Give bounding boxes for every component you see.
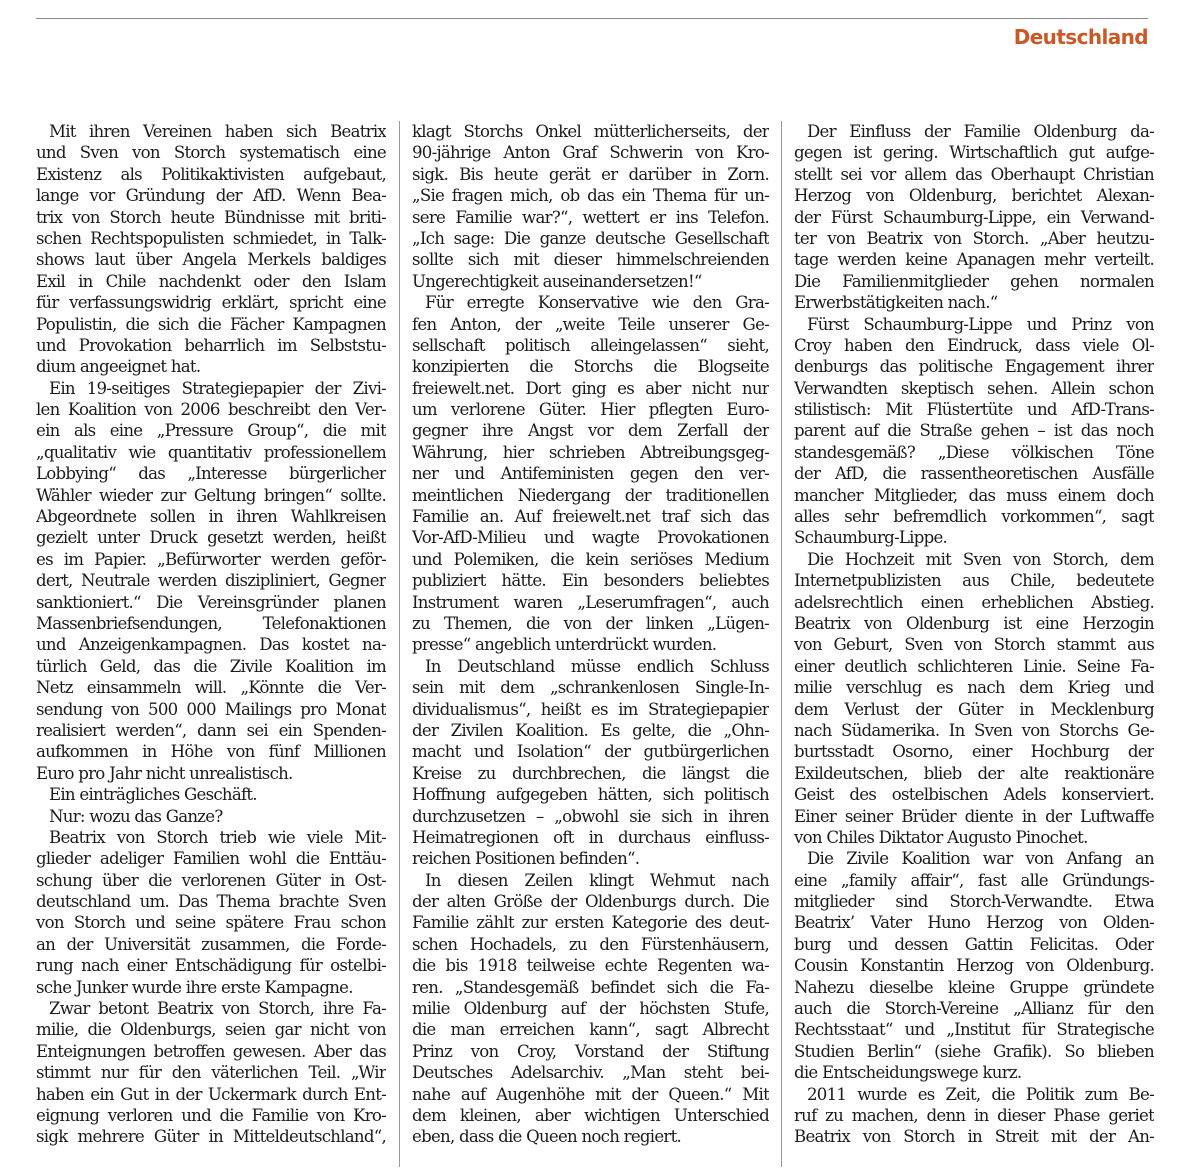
text-line: sollte sich mit dieser himmelschreienden <box>412 250 769 270</box>
text-line: Für erregte Konservative wie den Gra- <box>425 293 769 313</box>
text-line: Zwar betont Beatrix von Storch, ihre Fa- <box>49 999 386 1019</box>
text-line: Enteignungen betroffen gewesen. Aber das <box>36 1041 386 1061</box>
text-line: Instrument waren „Leserumfragen“, auch <box>412 592 769 612</box>
text-line: Vor-AfD-Milieu und wagte Provokationen <box>412 528 769 548</box>
text-line: Beatrix’ Vater Huno Herzog von Olden- <box>794 913 1154 933</box>
text-line: In diesen Zeilen klingt Wehmut nach <box>425 870 769 890</box>
text-line: durchzusetzen – „obwohl sie sich in ihren <box>412 806 769 826</box>
text-line: eignung verloren und die Familie von Kro- <box>36 1105 386 1125</box>
text-line: schen Hochadels, zu den Fürstenhäusern, <box>412 934 769 954</box>
text-line: fen Anton, der „weite Teile unserer Ge- <box>412 314 769 334</box>
text-line: Beatrix von Storch in Streit mit der An- <box>794 1127 1154 1147</box>
text-line: Kreise zu durchbrechen, die längst die <box>412 763 769 783</box>
text-line: meintlichen Niedergang der traditionellen <box>412 485 769 505</box>
text-line: sigk mehrere Güter in Mitteldeutschland“, <box>36 1127 386 1147</box>
text-line: sellschaft politisch alleingelassen“ sieht, <box>412 335 769 355</box>
text-line: len Koalition von 2006 beschreibt den Ver- <box>36 400 386 420</box>
text-line: Abgeordnete sollen in ihren Wahlkreisen <box>36 507 386 527</box>
text-line: reichen Positionen befinden“. <box>412 849 640 869</box>
text-line: ner und Antifeministen gegen den ver- <box>412 464 769 484</box>
text-line: und Anzeigenkampagnen. Das kostet na- <box>36 635 386 655</box>
column-2 <box>412 121 769 1169</box>
text-line: die man erreichen kann“, sagt Albrecht <box>412 1020 769 1040</box>
text-line: Rechtsstaat“ und „Institut für Strategische <box>794 1020 1154 1040</box>
text-line: publiziert hätte. Ein besonders beliebtes <box>412 571 769 591</box>
text-line: die Entscheidungswege kurz. <box>794 1063 1022 1083</box>
text-line: alles sehr befremdlich vorkommen“, sagt <box>794 507 1154 527</box>
text-line: Heimatregionen oft in durchaus einfluss- <box>412 827 769 847</box>
text-line: „qualitativ wie quantitativ professionellem <box>36 442 386 462</box>
text-line: 90-jährige Anton Graf Schwerin von Kro- <box>412 143 769 163</box>
text-line: adelsrechtlich einen erheblichen Abstieg. <box>794 592 1154 612</box>
column-divider-1 <box>399 121 400 1167</box>
text-line: von Geburt, Sven von Storch stammt aus <box>794 635 1154 655</box>
text-line: Ein 19-seitiges Strategiepapier der Zivi- <box>49 378 386 398</box>
text-line: von Chiles Diktator Augusto Pinochet. <box>794 827 1088 847</box>
text-line: 2011 wurde es Zeit, die Politik zum Be- <box>807 1084 1154 1104</box>
column-divider-2 <box>781 121 782 1167</box>
text-line: tage werden keine Apanagen mehr verteilt. <box>794 250 1154 270</box>
text-line: Mit ihren Vereinen haben sich Beatrix <box>49 122 386 141</box>
text-line: dium angeeignet hat. <box>36 357 201 377</box>
text-line: eine „family affair“, fast alle Gründungs- <box>794 870 1154 890</box>
text-line: die bis 1918 teilweise echte Regenten wa- <box>412 956 769 976</box>
text-line: zu Themen, die von der linken „Lügen- <box>412 613 769 633</box>
text-line: In Deutschland müsse endlich Schluss <box>425 656 769 676</box>
text-line: shows laut über Angela Merkels baldiges <box>36 250 386 270</box>
text-line: Nahezu dieselbe kleine Gruppe gründete <box>794 977 1154 997</box>
text-line: Schaumburg-Lippe. <box>794 528 948 548</box>
text-line: klagt Storchs Onkel mütterlicherseits, der <box>412 122 769 141</box>
text-line: glieder adeliger Familien wohl die Enttäu- <box>36 849 386 869</box>
section-label: Deutschland <box>1013 25 1148 49</box>
text-line: deutschland um. Das Thema brachte Sven <box>36 892 386 912</box>
text-line: Nur: wozu das Ganze? <box>49 806 223 826</box>
text-line: denburgs das politische Engagement ihrer <box>794 357 1154 377</box>
text-line: Deutsches Adelsarchiv. „Man steht bei- <box>412 1063 769 1083</box>
text-line: ren. „Standesgemäß befindet sich die Fa- <box>412 977 769 997</box>
text-line: Exil in Chile nachdenkt oder den Islam <box>36 271 386 291</box>
text-line: Die Familienmitglieder gehen normalen <box>794 271 1154 291</box>
text-line: einer deutlich schlichteren Linie. Seine Fa- <box>794 656 1154 676</box>
text-line: macht und Isolation“ der gutbürgerlichen <box>412 742 769 762</box>
text-line: Cousin Konstantin Herzog von Oldenburg. <box>794 956 1154 976</box>
text-line: parent auf die Straße gehen – ist das noch <box>794 421 1154 441</box>
text-line: konzipierten die Storchs die Blogseite <box>412 357 769 377</box>
text-line: sere Familie war?“, wettert er ins Telefon. <box>412 207 769 227</box>
text-line: stellt sei vor allem das Oberhaupt Christian <box>794 164 1154 184</box>
text-line: Ungerechtigkeit auseinandersetzen!“ <box>412 271 702 291</box>
text-line: Existenz als Politikaktivisten aufgebaut, <box>36 164 386 184</box>
text-line: schen Rechtspopulisten schmiedet, in Talk- <box>36 228 386 248</box>
text-line: Herzog von Oldenburg, berichtet Alexan- <box>794 186 1154 206</box>
text-line: und Sven von Storch systematisch eine <box>36 143 386 163</box>
text-line: trix von Storch heute Bündnisse mit briti- <box>36 207 386 227</box>
text-line: stilistisch: Mit Flüstertüte und AfD-Trans- <box>794 400 1154 420</box>
text-line: sanktioniert.“ Die Vereinsgründer planen <box>36 592 386 612</box>
text-line: Euro pro Jahr nicht unrealistisch. <box>36 763 293 783</box>
text-line: mancher Mitglieder, das muss einem doch <box>794 485 1154 505</box>
text-line: Fürst Schaumburg-Lippe und Prinz von <box>807 314 1154 334</box>
text-line: sigk. Bis heute gerät er darüber in Zorn. <box>412 164 769 184</box>
text-line: presse“ angeblich unterdrückt wurden. <box>412 635 717 655</box>
text-line: aufkommen in Höhe von fünf Millionen <box>36 742 386 762</box>
text-line: Massenbriefsendungen, Telefonaktionen <box>36 613 386 633</box>
text-line: lange vor Gründung der AfD. Wenn Bea- <box>36 186 386 206</box>
text-line: es im Papier. „Befürworter werden geför- <box>36 549 386 569</box>
text-line: Währung, hier schrieben Abtreibungsgeg- <box>412 442 769 462</box>
text-line: realisiert werden“, dann sei ein Spenden- <box>36 720 386 740</box>
text-line: eben, dass die Queen noch regiert. <box>412 1127 682 1147</box>
text-line: Beatrix von Oldenburg ist eine Herzogin <box>794 613 1154 633</box>
text-line: türlich Geld, das die Zivile Koalition im <box>36 656 386 676</box>
text-line: und Provokation beharrlich im Selbststu- <box>36 335 386 355</box>
text-line: Populistin, die sich die Fächer Kampagnen <box>36 314 386 334</box>
text-line: dem kleinen, aber wichtigen Unterschied <box>412 1105 769 1125</box>
column-3 <box>794 121 1154 1169</box>
text-line: Erwerbstätigkeiten nach.“ <box>794 293 998 313</box>
text-line: Familie zählt zur ersten Kategorie des deut- <box>412 913 769 933</box>
text-line: der Fürst Schaumburg-Lippe, ein Verwand- <box>794 207 1154 227</box>
text-line: ein als eine „Pressure Group“, die mit <box>36 421 386 441</box>
text-line: „Sie fragen mich, ob das ein Thema für un- <box>412 186 769 206</box>
text-line: dividualismus“, heißt es im Strategiepapier <box>412 699 769 719</box>
text-line: Beatrix von Storch trieb wie viele Mit- <box>49 827 386 847</box>
text-line: haben ein Gut in der Uckermark durch Ent- <box>36 1084 386 1104</box>
text-line: rung nach einer Entschädigung für ostelbi- <box>36 956 386 976</box>
text-line: Die Zivile Koalition war von Anfang an <box>807 849 1154 869</box>
text-line: und Polemiken, die kein seriöses Medium <box>412 549 769 569</box>
text-line: milie, die Oldenburgs, seien gar nicht von <box>36 1020 386 1040</box>
text-line: der Zivilen Koalition. Es gelte, die „Ohn- <box>412 720 769 740</box>
text-line: „Ich sage: Die ganze deutsche Gesellschaft <box>412 228 769 248</box>
text-line: Croy haben den Eindruck, dass viele Ol- <box>794 335 1154 355</box>
text-line: freiewelt.net. Dort ging es aber nicht nur <box>412 378 769 398</box>
text-line: Die Hochzeit mit Sven von Storch, dem <box>807 549 1154 569</box>
text-line: ter von Beatrix von Storch. „Aber heutzu- <box>794 228 1154 248</box>
text-line: nahe auf Augenhöhe mit der Queen.“ Mit <box>412 1084 769 1104</box>
text-line: dem Verlust der Güter in Mecklenburg <box>794 699 1154 719</box>
text-line: sendung von 500 000 Mailings pro Monat <box>36 699 386 719</box>
text-line: stimmt nur für den väterlichen Teil. „Wir <box>36 1063 386 1083</box>
text-line: Lobbying“ das „Interesse bürgerlicher <box>36 464 386 484</box>
text-line: Verwandten skeptisch sehen. Allein schon <box>794 378 1154 398</box>
text-line: nach Südamerika. In Sven von Storchs Ge- <box>794 720 1154 740</box>
text-line: schung über die verlorenen Güter in Ost- <box>36 870 386 890</box>
text-line: Familie an. Auf freiewelt.net traf sich das <box>412 507 769 527</box>
text-line: für verfassungswidrig erklärt, spricht eine <box>36 293 386 313</box>
text-line: Prinz von Croy, Vorstand der Stiftung <box>412 1041 769 1061</box>
text-line: Einer seiner Brüder diente in der Luftwaffe <box>794 806 1154 826</box>
text-line: Internetpublizisten aus Chile, bedeutete <box>794 571 1154 591</box>
text-line: ruf zu machen, denn in dieser Phase geriet <box>794 1105 1154 1125</box>
text-line: mitglieder sind Storch-Verwandte. Etwa <box>794 892 1154 912</box>
text-line: Studien Berlin“ (siehe Grafik). So blieben <box>794 1041 1154 1061</box>
text-line: auch die Storch-Vereine „Allianz für den <box>794 999 1154 1019</box>
text-line: gezielt unter Druck gesetzt werden, heißt <box>36 528 386 548</box>
text-line: standesgemäß? „Diese völkischen Töne <box>794 442 1154 462</box>
text-line: dert, Neutrale werden diszipliniert, Gegner <box>36 571 386 591</box>
text-line: burtsstadt Osorno, einer Hochburg der <box>794 742 1154 762</box>
text-line: der alten Größe der Oldenburgs durch. Die <box>412 892 769 912</box>
text-line: gegen ist gering. Wirtschaftlich gut aufge- <box>794 143 1154 163</box>
text-line: sche Junker wurde ihre erste Kampagne. <box>36 977 353 997</box>
text-line: der AfD, die rassentheoretischen Ausfälle <box>794 464 1154 484</box>
text-line: Exildeutschen, blieb der alte reaktionäre <box>794 763 1154 783</box>
text-line: von Storch und seine spätere Frau schon <box>36 913 386 933</box>
text-line: an der Universität zusammen, die Forde- <box>36 934 386 954</box>
text-line: sein mit dem „schrankenlosen Single-In- <box>412 678 769 698</box>
text-line: gegner ihre Angst vor dem Zerfall der <box>412 421 769 441</box>
column-1 <box>36 121 386 1169</box>
text-line: burg und dessen Gattin Felicitas. Oder <box>794 934 1154 954</box>
text-line: Geist des ostelbischen Adels konserviert. <box>794 785 1154 805</box>
text-line: um verlorene Güter. Hier pflegten Euro- <box>412 400 769 420</box>
text-line: Ein einträgliches Geschäft. <box>49 785 257 805</box>
text-line: Wähler wieder zur Geltung bringen“ sollte. <box>36 485 386 505</box>
text-line: milie Oldenburg auf der höchsten Stufe, <box>412 999 769 1019</box>
text-line: Hoffnung aufgegeben hätten, sich politisch <box>412 785 769 805</box>
text-line: Netz einsammeln will. „Könnte die Ver- <box>36 678 386 698</box>
text-line: milie verschlug es nach dem Krieg und <box>794 678 1154 698</box>
text-line: Der Einfluss der Familie Oldenburg da- <box>807 122 1154 141</box>
